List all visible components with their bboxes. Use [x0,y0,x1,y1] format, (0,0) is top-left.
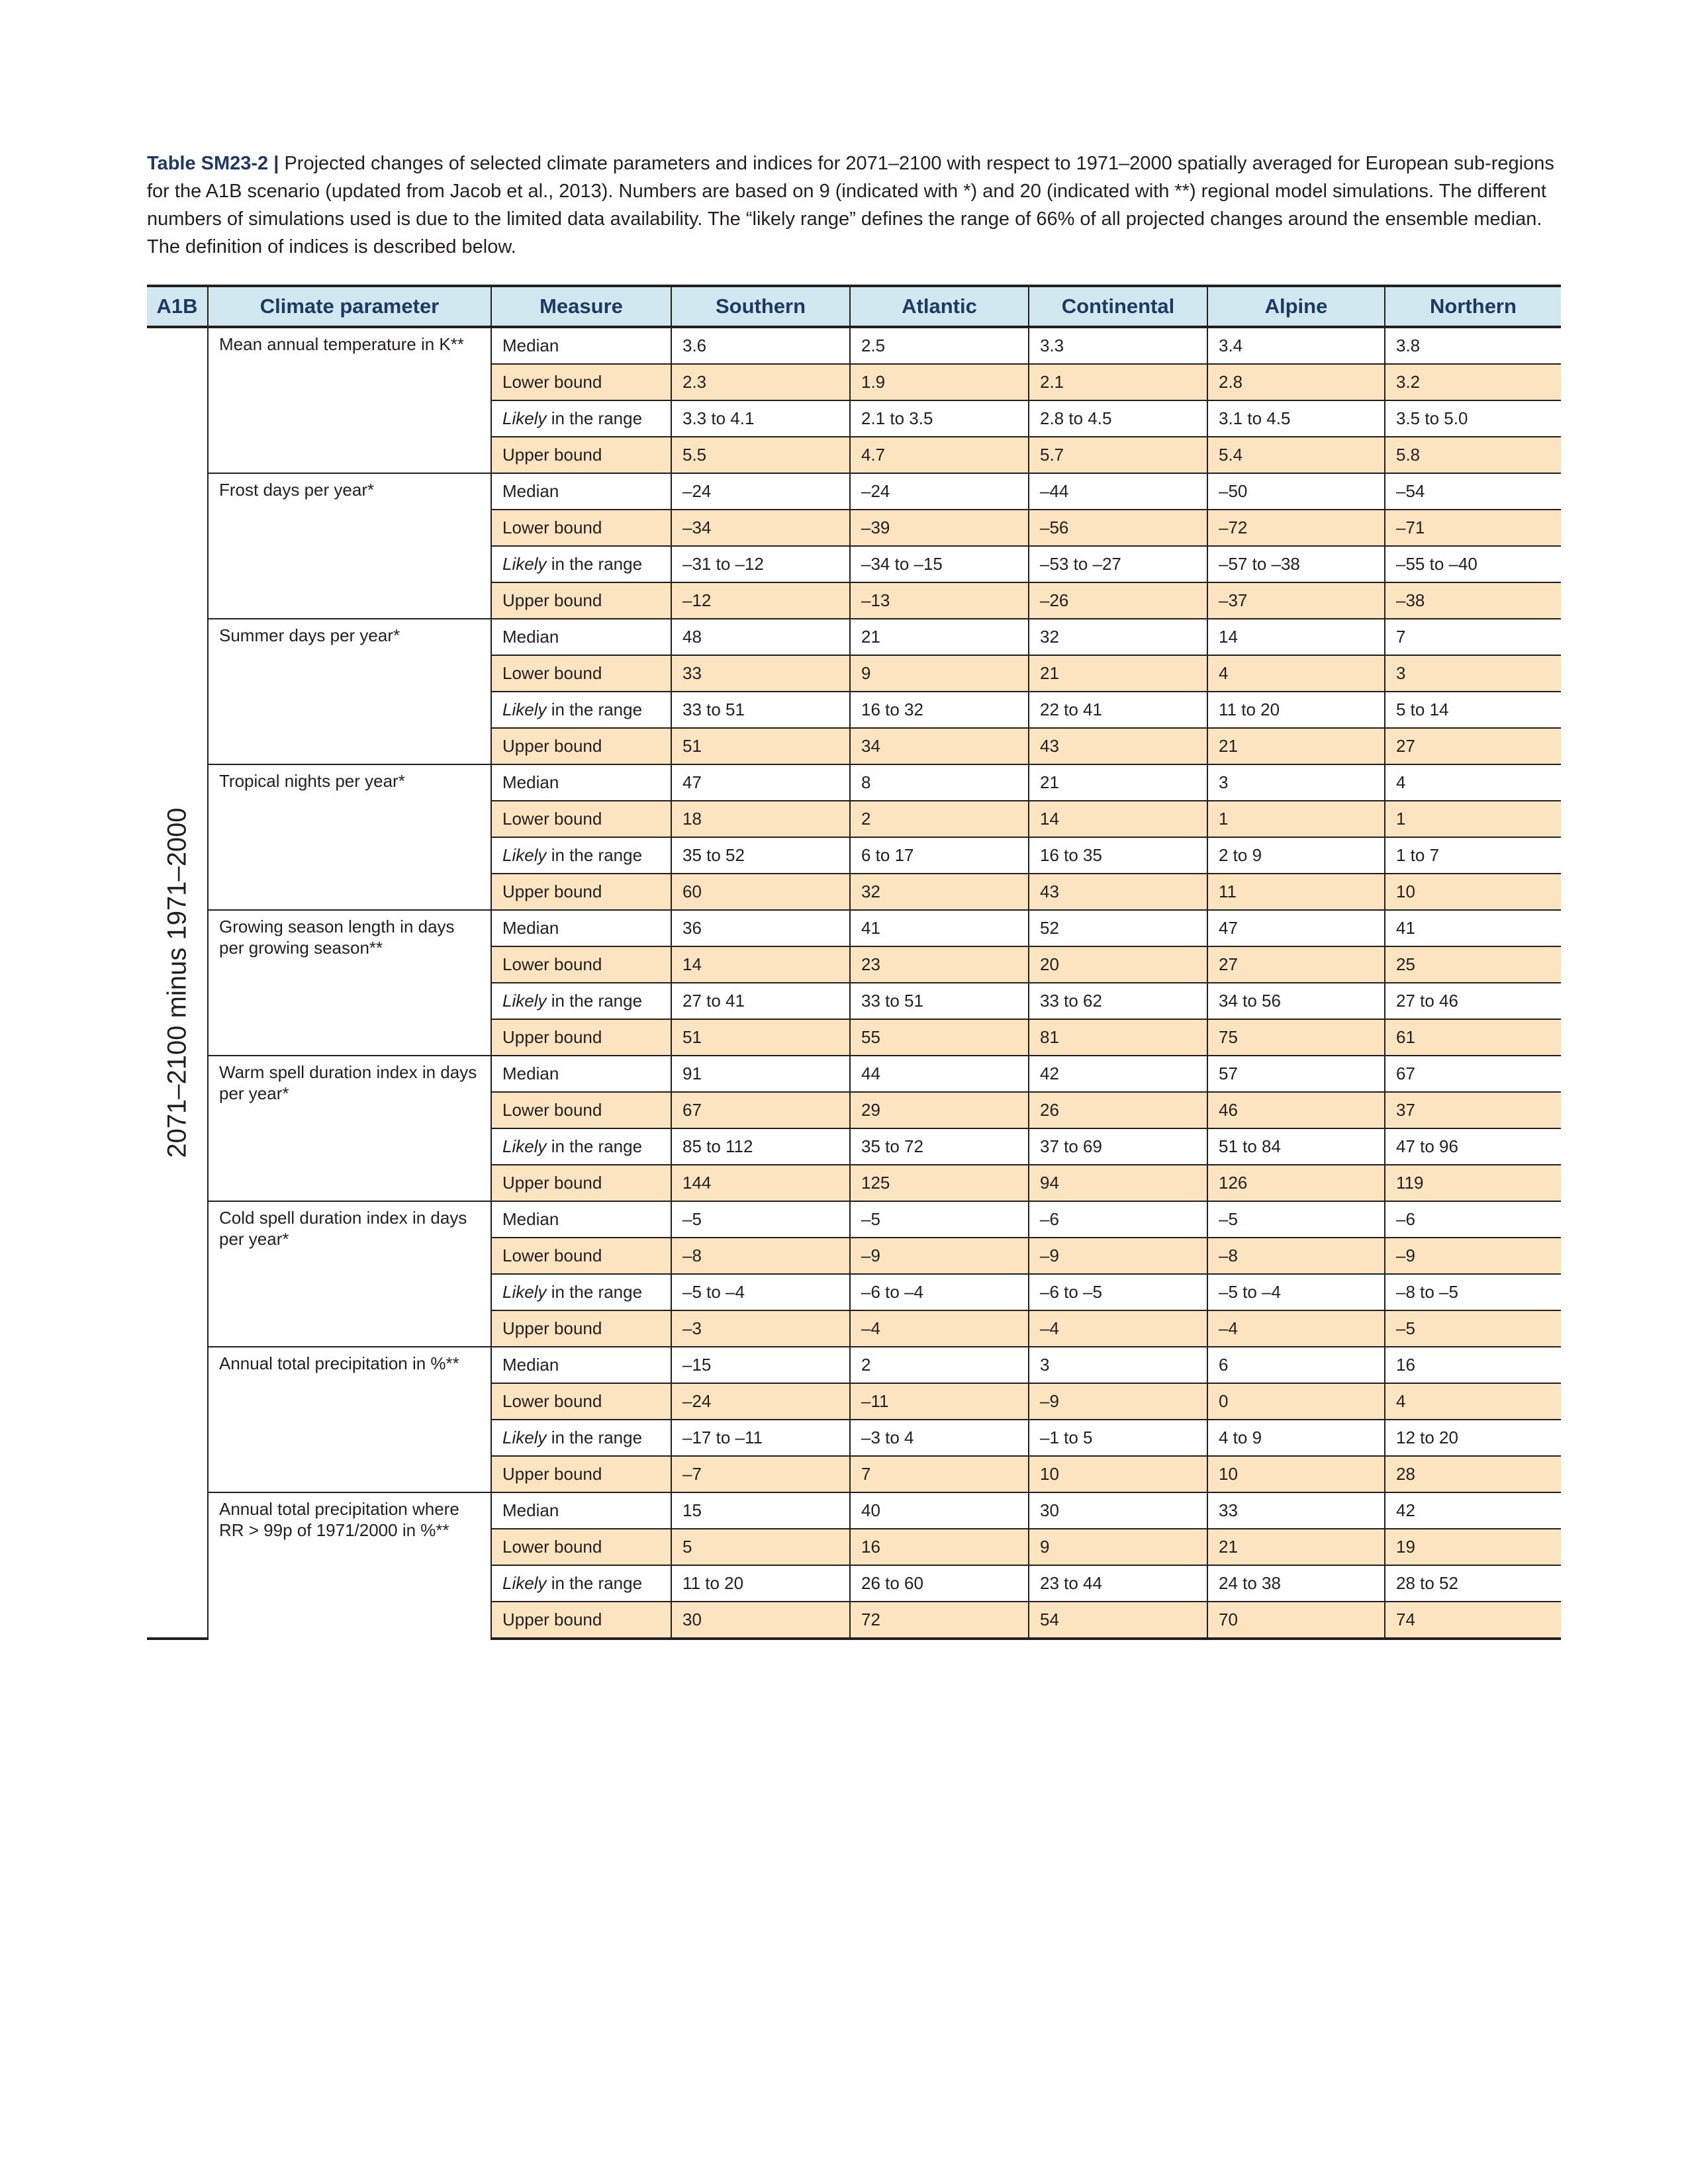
measure-likely-rest: in the range [546,700,643,719]
measure-likely-em: Likely [502,991,547,1011]
value-cell: –54 [1385,473,1561,510]
value-cell: 5.7 [1029,437,1207,473]
value-cell: 28 [1385,1456,1561,1492]
measure-median-cell: Median [491,1201,671,1238]
value-cell: 10 [1207,1456,1385,1492]
value-cell: 43 [1029,728,1207,764]
value-cell: 3.5 to 5.0 [1385,400,1561,437]
value-cell: 11 to 20 [671,1565,850,1602]
value-cell: 16 [850,1529,1029,1565]
value-cell: 26 [1029,1092,1207,1128]
value-cell: –7 [671,1456,850,1492]
value-cell: –6 to –4 [850,1274,1029,1310]
measure-likely-em: Likely [502,700,547,719]
value-cell: 34 [850,728,1029,764]
value-cell: –4 [850,1310,1029,1347]
table-row [147,473,1561,510]
measure-lower-cell: Lower bound [491,1238,671,1274]
measure-likely-rest: in the range [546,554,643,574]
value-cell: 32 [1029,619,1207,655]
value-cell: 33 [1207,1492,1385,1529]
value-cell: –34 to –15 [850,546,1029,582]
table-header-row [147,286,1561,327]
value-cell: 74 [1385,1602,1561,1639]
value-cell: 5.5 [671,437,850,473]
value-cell: 52 [1029,910,1207,946]
value-cell: 21 [850,619,1029,655]
value-cell: 27 [1207,946,1385,983]
value-cell: 60 [671,874,850,910]
climate-parameter-cell: Warm spell duration index in days per year* [208,1056,491,1201]
measure-upper-cell: Upper bound [491,1456,671,1492]
value-cell: 44 [850,1056,1029,1092]
value-cell: 36 [671,910,850,946]
value-cell: 27 to 41 [671,983,850,1019]
measure-median-cell: Median [491,473,671,510]
value-cell: 2 [850,1347,1029,1383]
measure-upper-cell: Upper bound [491,728,671,764]
table-row [147,619,1561,655]
value-cell: –38 [1385,582,1561,619]
measure-likely-rest: in the range [546,1573,643,1593]
value-cell: 3.2 [1385,364,1561,400]
value-cell: 27 [1385,728,1561,764]
value-cell: –8 to –5 [1385,1274,1561,1310]
value-cell: 3.8 [1385,327,1561,364]
value-cell: 126 [1207,1165,1385,1201]
measure-likely-cell [491,983,671,1019]
value-cell: 47 [1207,910,1385,946]
climate-parameter-cell: Tropical nights per year* [208,764,491,910]
value-cell: 94 [1029,1165,1207,1201]
measure-median-cell: Median [491,764,671,801]
value-cell: 7 [1385,619,1561,655]
climate-parameter-cell: Frost days per year* [208,473,491,619]
value-cell: –56 [1029,510,1207,546]
value-cell: 14 [1029,801,1207,837]
value-cell: –5 [1385,1310,1561,1347]
value-cell: 40 [850,1492,1029,1529]
value-cell: –6 [1385,1201,1561,1238]
value-cell: 16 [1385,1347,1561,1383]
measure-likely-cell [491,400,671,437]
measure-lower-cell: Lower bound [491,1383,671,1420]
value-cell: –57 to –38 [1207,546,1385,582]
value-cell: 119 [1385,1165,1561,1201]
value-cell: 3.6 [671,327,850,364]
value-cell: –4 [1207,1310,1385,1347]
value-cell: 4 [1207,655,1385,692]
value-cell: 47 [671,764,850,801]
value-cell: 3.4 [1207,327,1385,364]
value-cell: –9 [1029,1383,1207,1420]
value-cell: 30 [1029,1492,1207,1529]
value-cell: 41 [1385,910,1561,946]
value-cell: 2 [850,801,1029,837]
value-cell: 12 to 20 [1385,1420,1561,1456]
value-cell: –13 [850,582,1029,619]
value-cell: 5.8 [1385,437,1561,473]
value-cell: 21 [1029,764,1207,801]
value-cell: 48 [671,619,850,655]
climate-parameter-cell: Annual total precipitation in %** [208,1347,491,1492]
header-climate-parameter: Climate parameter [208,286,491,327]
value-cell: 144 [671,1165,850,1201]
value-cell: 33 to 51 [850,983,1029,1019]
value-cell: 28 to 52 [1385,1565,1561,1602]
measure-median-cell: Median [491,1492,671,1529]
value-cell: 3 [1385,655,1561,692]
value-cell: 2.1 to 3.5 [850,400,1029,437]
value-cell: 24 to 38 [1207,1565,1385,1602]
measure-likely-cell [491,837,671,874]
measure-likely-em: Likely [502,1428,547,1447]
value-cell: 10 [1385,874,1561,910]
value-cell: –11 [850,1383,1029,1420]
value-cell: 41 [850,910,1029,946]
value-cell: –8 [1207,1238,1385,1274]
measure-median-cell: Median [491,1056,671,1092]
value-cell: 6 to 17 [850,837,1029,874]
header-measure: Measure [491,286,671,327]
table-row [147,1056,1561,1092]
value-cell: 11 to 20 [1207,692,1385,728]
climate-table [147,285,1561,1640]
value-cell: 27 to 46 [1385,983,1561,1019]
value-cell: 4 [1385,1383,1561,1420]
value-cell: 37 to 69 [1029,1128,1207,1165]
value-cell: –9 [1385,1238,1561,1274]
table-row [147,327,1561,364]
measure-upper-cell: Upper bound [491,1602,671,1639]
value-cell: –37 [1207,582,1385,619]
measure-likely-cell [491,1128,671,1165]
measure-likely-rest: in the range [546,408,643,428]
measure-likely-em: Likely [502,1573,547,1593]
table-row [147,1201,1561,1238]
value-cell: 70 [1207,1602,1385,1639]
value-cell: 85 to 112 [671,1128,850,1165]
caption-label: Table SM23-2 | [147,153,279,174]
header-continental: Continental [1029,286,1207,327]
measure-likely-rest: in the range [546,1428,643,1447]
measure-lower-cell: Lower bound [491,1092,671,1128]
climate-table-container [147,285,1561,1640]
measure-upper-cell: Upper bound [491,1165,671,1201]
value-cell: 32 [850,874,1029,910]
value-cell: 2 to 9 [1207,837,1385,874]
measure-lower-cell: Lower bound [491,946,671,983]
measure-likely-rest: in the range [546,1282,643,1302]
value-cell: 34 to 56 [1207,983,1385,1019]
value-cell: 4 [1385,764,1561,801]
value-cell: 10 [1029,1456,1207,1492]
measure-likely-cell [491,1420,671,1456]
table-row [147,1492,1561,1529]
value-cell: 42 [1385,1492,1561,1529]
value-cell: 1.9 [850,364,1029,400]
measure-likely-em: Likely [502,1136,547,1156]
climate-parameter-cell: Mean annual temperature in K** [208,327,491,473]
value-cell: 33 to 62 [1029,983,1207,1019]
value-cell: 14 [671,946,850,983]
measure-likely-cell [491,546,671,582]
value-cell: 30 [671,1602,850,1639]
measure-median-cell: Median [491,1347,671,1383]
value-cell: 51 to 84 [1207,1128,1385,1165]
value-cell: 18 [671,801,850,837]
value-cell: 3 [1029,1347,1207,1383]
measure-upper-cell: Upper bound [491,437,671,473]
value-cell: –72 [1207,510,1385,546]
value-cell: 37 [1385,1092,1561,1128]
value-cell: –5 [671,1201,850,1238]
value-cell: 72 [850,1602,1029,1639]
value-cell: 91 [671,1056,850,1092]
measure-likely-cell [491,1274,671,1310]
value-cell: 125 [850,1165,1029,1201]
value-cell: 21 [1207,728,1385,764]
measure-likely-cell [491,692,671,728]
value-cell: –44 [1029,473,1207,510]
value-cell: 1 to 7 [1385,837,1561,874]
table-caption [147,150,1564,261]
value-cell: 43 [1029,874,1207,910]
header-northern: Northern [1385,286,1561,327]
value-cell: 33 [671,655,850,692]
header-atlantic: Atlantic [850,286,1029,327]
value-cell: 42 [1029,1056,1207,1092]
value-cell: –24 [671,473,850,510]
value-cell: –26 [1029,582,1207,619]
measure-median-cell: Median [491,327,671,364]
value-cell: 35 to 52 [671,837,850,874]
value-cell: –5 to –4 [671,1274,850,1310]
value-cell: 3.3 to 4.1 [671,400,850,437]
value-cell: 9 [850,655,1029,692]
value-cell: 1 [1207,801,1385,837]
value-cell: –5 [1207,1201,1385,1238]
value-cell: –71 [1385,510,1561,546]
value-cell: 3.1 to 4.5 [1207,400,1385,437]
value-cell: 23 [850,946,1029,983]
value-cell: –12 [671,582,850,619]
value-cell: –3 to 4 [850,1420,1029,1456]
value-cell: –53 to –27 [1029,546,1207,582]
measure-lower-cell: Lower bound [491,364,671,400]
value-cell: –6 to –5 [1029,1274,1207,1310]
climate-parameter-cell: Annual total precipitation where RR > 99p of 1971/2000 in %** [208,1492,491,1639]
measure-likely-em: Likely [502,1282,547,1302]
measure-likely-rest: in the range [546,991,643,1011]
value-cell: –3 [671,1310,850,1347]
value-cell: 22 to 41 [1029,692,1207,728]
measure-upper-cell: Upper bound [491,582,671,619]
value-cell: 61 [1385,1019,1561,1056]
measure-median-cell: Median [491,619,671,655]
measure-median-cell: Median [491,910,671,946]
value-cell: 5 [671,1529,850,1565]
value-cell: 21 [1029,655,1207,692]
table-row [147,1347,1561,1383]
value-cell: 29 [850,1092,1029,1128]
value-cell: –31 to –12 [671,546,850,582]
value-cell: 33 to 51 [671,692,850,728]
measure-lower-cell: Lower bound [491,510,671,546]
value-cell: 81 [1029,1019,1207,1056]
measure-lower-cell: Lower bound [491,1529,671,1565]
climate-parameter-cell: Growing season length in days per growing season** [208,910,491,1056]
value-cell: 11 [1207,874,1385,910]
value-cell: 51 [671,728,850,764]
value-cell: 2.3 [671,364,850,400]
value-cell: 21 [1207,1529,1385,1565]
value-cell: 4 to 9 [1207,1420,1385,1456]
measure-likely-em: Likely [502,554,547,574]
value-cell: –15 [671,1347,850,1383]
value-cell: 54 [1029,1602,1207,1639]
table-body [147,327,1561,1639]
value-cell: 3.3 [1029,327,1207,364]
value-cell: 2.8 [1207,364,1385,400]
period-cell [147,327,208,1639]
value-cell: 2.8 to 4.5 [1029,400,1207,437]
value-cell: –24 [850,473,1029,510]
value-cell: 19 [1385,1529,1561,1565]
value-cell: –17 to –11 [671,1420,850,1456]
value-cell: 20 [1029,946,1207,983]
value-cell: –5 to –4 [1207,1274,1385,1310]
value-cell: 26 to 60 [850,1565,1029,1602]
value-cell: 15 [671,1492,850,1529]
value-cell: –9 [850,1238,1029,1274]
value-cell: –8 [671,1238,850,1274]
measure-likely-rest: in the range [546,845,643,865]
measure-lower-cell: Lower bound [491,801,671,837]
value-cell: 16 to 35 [1029,837,1207,874]
value-cell: 2.5 [850,327,1029,364]
period-label: 2071–2100 minus 1971–2000 [162,807,191,1158]
value-cell: 55 [850,1019,1029,1056]
value-cell: 51 [671,1019,850,1056]
value-cell: 57 [1207,1056,1385,1092]
table-row [147,910,1561,946]
measure-likely-em: Likely [502,845,547,865]
value-cell: 9 [1029,1529,1207,1565]
value-cell: 16 to 32 [850,692,1029,728]
value-cell: 8 [850,764,1029,801]
value-cell: 1 [1385,801,1561,837]
measure-upper-cell: Upper bound [491,874,671,910]
climate-parameter-cell: Summer days per year* [208,619,491,764]
value-cell: –5 [850,1201,1029,1238]
measure-likely-cell [491,1565,671,1602]
header-southern: Southern [671,286,850,327]
measure-lower-cell: Lower bound [491,655,671,692]
value-cell: –6 [1029,1201,1207,1238]
value-cell: 25 [1385,946,1561,983]
measure-likely-rest: in the range [546,1136,643,1156]
value-cell: 5 to 14 [1385,692,1561,728]
value-cell: –9 [1029,1238,1207,1274]
value-cell: –55 to –40 [1385,546,1561,582]
value-cell: 46 [1207,1092,1385,1128]
value-cell: 3 [1207,764,1385,801]
climate-parameter-cell: Cold spell duration index in days per year* [208,1201,491,1347]
value-cell: –39 [850,510,1029,546]
value-cell: 67 [671,1092,850,1128]
value-cell: 35 to 72 [850,1128,1029,1165]
value-cell: 6 [1207,1347,1385,1383]
value-cell: 5.4 [1207,437,1385,473]
value-cell: 47 to 96 [1385,1128,1561,1165]
value-cell: 2.1 [1029,364,1207,400]
value-cell: 0 [1207,1383,1385,1420]
caption-text: Projected changes of selected climate parameters and indices for 2071–2100 with respect to 1971–2000 spatially averaged for European sub-regions for the A1B scenario (updated from Jacob et al., 2013). Numbers are based on 9 (indicated with *) and 20 (indicated with **) regional model simulations. The different numbers of simulations used is due to the limited data availability. The “likely range” defines the range of 66% of all projected changes around the ensemble median. The definition of indices is described below. [147,153,1554,257]
value-cell: 23 to 44 [1029,1565,1207,1602]
header-a1b: A1B [147,286,208,327]
value-cell: –24 [671,1383,850,1420]
value-cell: 67 [1385,1056,1561,1092]
value-cell: 14 [1207,619,1385,655]
header-alpine: Alpine [1207,286,1385,327]
value-cell: 7 [850,1456,1029,1492]
value-cell: –4 [1029,1310,1207,1347]
table-row [147,764,1561,801]
value-cell: –1 to 5 [1029,1420,1207,1456]
value-cell: 75 [1207,1019,1385,1056]
measure-upper-cell: Upper bound [491,1310,671,1347]
measure-likely-em: Likely [502,408,547,428]
value-cell: –50 [1207,473,1385,510]
value-cell: –34 [671,510,850,546]
measure-upper-cell: Upper bound [491,1019,671,1056]
value-cell: 4.7 [850,437,1029,473]
